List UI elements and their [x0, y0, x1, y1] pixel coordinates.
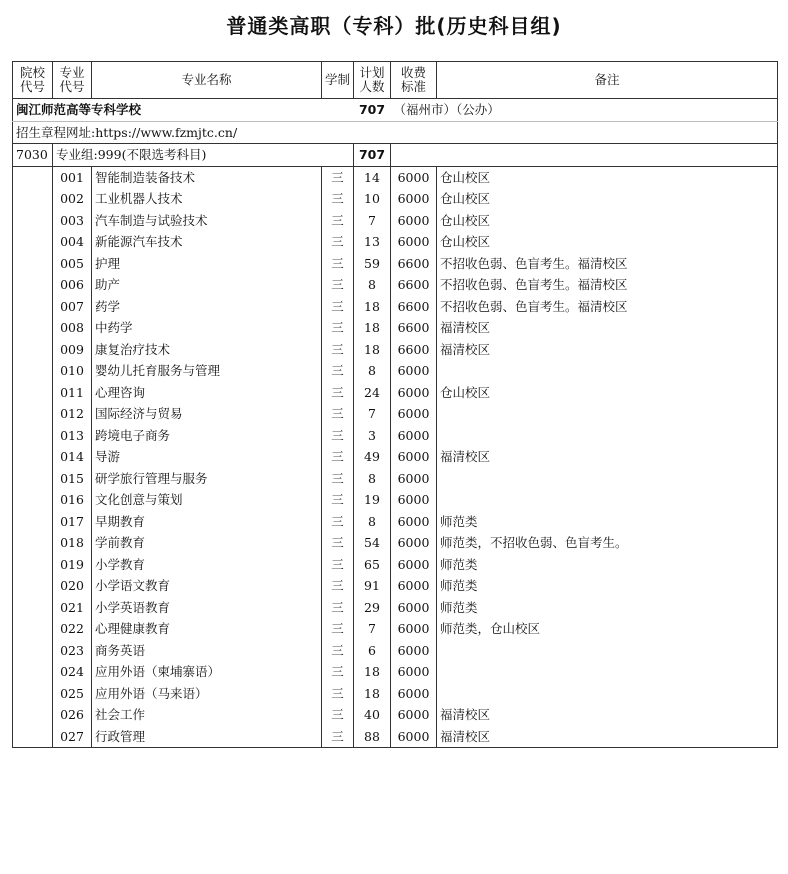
row-major-name: 导游	[92, 446, 322, 468]
row-major-name: 汽车制造与试验技术	[92, 210, 322, 232]
row-major-code: 006	[53, 274, 92, 296]
group-remarks	[391, 144, 778, 167]
row-major-name: 康复治疗技术	[92, 339, 322, 361]
row-duration: 三	[322, 317, 354, 339]
row-major-name: 商务英语	[92, 640, 322, 662]
row-fee: 6600	[391, 274, 437, 296]
row-remarks: 不招收色弱、色盲考生。福清校区	[437, 296, 778, 318]
row-plan: 3	[354, 425, 391, 447]
row-remarks	[437, 360, 778, 382]
admission-plan-table	[12, 61, 778, 748]
row-remarks: 福清校区	[437, 446, 778, 468]
table-row	[13, 575, 778, 597]
row-fee: 6000	[391, 640, 437, 662]
row-plan: 59	[354, 253, 391, 275]
header-plan: 计划 人数	[354, 62, 391, 99]
row-remarks	[437, 403, 778, 425]
school-total: 707	[354, 99, 391, 122]
row-major-code: 023	[53, 640, 92, 662]
row-duration: 三	[322, 403, 354, 425]
row-plan: 8	[354, 360, 391, 382]
row-school-code	[13, 726, 53, 748]
row-school-code	[13, 360, 53, 382]
table-row	[13, 489, 778, 511]
row-school-code	[13, 640, 53, 662]
row-remarks: 师范类	[437, 511, 778, 533]
row-major-name: 护理	[92, 253, 322, 275]
row-duration: 三	[322, 446, 354, 468]
row-fee: 6000	[391, 704, 437, 726]
row-plan: 7	[354, 210, 391, 232]
row-duration: 三	[322, 704, 354, 726]
row-major-code: 027	[53, 726, 92, 748]
row-duration: 三	[322, 489, 354, 511]
row-school-code	[13, 210, 53, 232]
group-row	[13, 144, 778, 167]
row-remarks: 师范类	[437, 575, 778, 597]
row-major-name: 智能制造装备技术	[92, 166, 322, 188]
row-major-code: 026	[53, 704, 92, 726]
row-school-code	[13, 489, 53, 511]
row-duration: 三	[322, 296, 354, 318]
row-major-code: 001	[53, 166, 92, 188]
row-fee: 6000	[391, 425, 437, 447]
row-duration: 三	[322, 683, 354, 705]
row-plan: 29	[354, 597, 391, 619]
row-major-code: 024	[53, 661, 92, 683]
row-plan: 88	[354, 726, 391, 748]
table-row	[13, 188, 778, 210]
header-major-name: 专业名称	[92, 62, 322, 99]
row-major-code: 018	[53, 532, 92, 554]
row-fee: 6000	[391, 382, 437, 404]
row-plan: 8	[354, 274, 391, 296]
row-major-name: 中药学	[92, 317, 322, 339]
table-row	[13, 166, 778, 188]
row-major-name: 小学教育	[92, 554, 322, 576]
header-fee: 收费 标准	[391, 62, 437, 99]
row-duration: 三	[322, 532, 354, 554]
row-fee: 6000	[391, 468, 437, 490]
row-major-name: 心理咨询	[92, 382, 322, 404]
row-major-name: 小学语文教育	[92, 575, 322, 597]
row-major-name: 心理健康教育	[92, 618, 322, 640]
row-remarks: 仓山校区	[437, 231, 778, 253]
row-remarks: 福清校区	[437, 726, 778, 748]
table-row	[13, 253, 778, 275]
row-major-code: 021	[53, 597, 92, 619]
row-plan: 24	[354, 382, 391, 404]
group-total: 707	[354, 144, 391, 167]
row-major-code: 017	[53, 511, 92, 533]
row-duration: 三	[322, 231, 354, 253]
row-fee: 6000	[391, 360, 437, 382]
row-fee: 6000	[391, 231, 437, 253]
row-major-code: 020	[53, 575, 92, 597]
table-row	[13, 597, 778, 619]
row-plan: 7	[354, 403, 391, 425]
table-row	[13, 618, 778, 640]
table-row	[13, 339, 778, 361]
row-plan: 8	[354, 468, 391, 490]
table-row	[13, 403, 778, 425]
row-school-code	[13, 511, 53, 533]
row-fee: 6000	[391, 726, 437, 748]
row-duration: 三	[322, 618, 354, 640]
table-row	[13, 640, 778, 662]
row-fee: 6000	[391, 446, 437, 468]
table-row	[13, 231, 778, 253]
row-school-code	[13, 253, 53, 275]
table-row	[13, 704, 778, 726]
row-duration: 三	[322, 360, 354, 382]
table-header	[13, 62, 778, 99]
table-row	[13, 210, 778, 232]
row-major-name: 社会工作	[92, 704, 322, 726]
header-school-code: 院校 代号	[13, 62, 53, 99]
row-plan: 18	[354, 683, 391, 705]
row-school-code	[13, 554, 53, 576]
row-school-code	[13, 446, 53, 468]
row-remarks	[437, 468, 778, 490]
row-school-code	[13, 382, 53, 404]
table-row	[13, 360, 778, 382]
row-duration: 三	[322, 166, 354, 188]
row-duration: 三	[322, 468, 354, 490]
row-remarks	[437, 661, 778, 683]
table-row	[13, 468, 778, 490]
row-remarks	[437, 489, 778, 511]
school-row	[13, 99, 778, 122]
row-major-code: 007	[53, 296, 92, 318]
row-major-name: 跨境电子商务	[92, 425, 322, 447]
row-major-name: 婴幼儿托育服务与管理	[92, 360, 322, 382]
row-major-code: 011	[53, 382, 92, 404]
row-plan: 6	[354, 640, 391, 662]
school-name: 闽江师范高等专科学校	[13, 99, 354, 122]
group-school-code: 7030	[13, 144, 53, 167]
row-fee: 6000	[391, 166, 437, 188]
row-fee: 6600	[391, 253, 437, 275]
table-row	[13, 317, 778, 339]
row-major-name: 小学英语教育	[92, 597, 322, 619]
row-school-code	[13, 683, 53, 705]
row-duration: 三	[322, 382, 354, 404]
row-remarks: 师范类	[437, 597, 778, 619]
row-major-name: 行政管理	[92, 726, 322, 748]
row-school-code	[13, 468, 53, 490]
row-duration: 三	[322, 597, 354, 619]
row-plan: 18	[354, 661, 391, 683]
row-duration: 三	[322, 274, 354, 296]
school-location: （福州市）（公办）	[391, 99, 778, 122]
row-duration: 三	[322, 575, 354, 597]
row-school-code	[13, 231, 53, 253]
table-row	[13, 511, 778, 533]
row-major-name: 新能源汽车技术	[92, 231, 322, 253]
table-row	[13, 296, 778, 318]
row-school-code	[13, 317, 53, 339]
table-row	[13, 425, 778, 447]
row-plan: 40	[354, 704, 391, 726]
row-plan: 19	[354, 489, 391, 511]
row-duration: 三	[322, 661, 354, 683]
row-remarks: 师范类，仓山校区	[437, 618, 778, 640]
school-website: 招生章程网址:https://www.fzmjtc.cn/	[13, 121, 778, 144]
row-remarks: 福清校区	[437, 704, 778, 726]
row-plan: 49	[354, 446, 391, 468]
row-major-name: 早期教育	[92, 511, 322, 533]
row-major-name: 研学旅行管理与服务	[92, 468, 322, 490]
table-row	[13, 683, 778, 705]
row-major-code: 016	[53, 489, 92, 511]
row-remarks	[437, 640, 778, 662]
page-title: 普通类高职（专科）批(历史科目组)	[226, 14, 562, 38]
row-school-code	[13, 704, 53, 726]
row-plan: 18	[354, 317, 391, 339]
row-plan: 18	[354, 339, 391, 361]
table-row	[13, 382, 778, 404]
row-fee: 6000	[391, 554, 437, 576]
row-major-code: 009	[53, 339, 92, 361]
row-plan: 65	[354, 554, 391, 576]
table-row	[13, 554, 778, 576]
row-major-code: 013	[53, 425, 92, 447]
row-major-code: 010	[53, 360, 92, 382]
row-duration: 三	[322, 339, 354, 361]
table-row	[13, 446, 778, 468]
row-fee: 6600	[391, 317, 437, 339]
header-duration: 学制	[322, 62, 354, 99]
table-row	[13, 661, 778, 683]
row-fee: 6000	[391, 210, 437, 232]
row-school-code	[13, 274, 53, 296]
row-duration: 三	[322, 554, 354, 576]
row-major-name: 工业机器人技术	[92, 188, 322, 210]
row-major-name: 药学	[92, 296, 322, 318]
row-fee: 6000	[391, 597, 437, 619]
row-remarks: 仓山校区	[437, 382, 778, 404]
row-school-code	[13, 618, 53, 640]
row-remarks: 不招收色弱、色盲考生。福清校区	[437, 274, 778, 296]
row-remarks: 师范类	[437, 554, 778, 576]
row-major-name: 文化创意与策划	[92, 489, 322, 511]
row-remarks: 师范类，不招收色弱、色盲考生。	[437, 532, 778, 554]
table-row	[13, 274, 778, 296]
website-row	[13, 121, 778, 144]
table-row	[13, 726, 778, 748]
row-remarks: 不招收色弱、色盲考生。福清校区	[437, 253, 778, 275]
row-plan: 54	[354, 532, 391, 554]
row-plan: 10	[354, 188, 391, 210]
row-fee: 6000	[391, 575, 437, 597]
row-remarks: 福清校区	[437, 339, 778, 361]
row-remarks: 仓山校区	[437, 166, 778, 188]
row-duration: 三	[322, 253, 354, 275]
row-fee: 6600	[391, 339, 437, 361]
row-major-name: 应用外语（马来语）	[92, 683, 322, 705]
row-fee: 6000	[391, 661, 437, 683]
group-label: 专业组:999(不限选考科目)	[53, 144, 354, 167]
row-duration: 三	[322, 425, 354, 447]
header-remarks: 备注	[437, 62, 778, 99]
row-duration: 三	[322, 188, 354, 210]
row-major-code: 015	[53, 468, 92, 490]
row-fee: 6000	[391, 532, 437, 554]
row-major-name: 助产	[92, 274, 322, 296]
row-remarks: 仓山校区	[437, 188, 778, 210]
row-major-code: 003	[53, 210, 92, 232]
table-row	[13, 532, 778, 554]
row-major-name: 应用外语（柬埔寨语）	[92, 661, 322, 683]
row-plan: 18	[354, 296, 391, 318]
header-major-code: 专业 代号	[53, 62, 92, 99]
row-fee: 6000	[391, 403, 437, 425]
row-fee: 6600	[391, 296, 437, 318]
row-school-code	[13, 296, 53, 318]
row-fee: 6000	[391, 683, 437, 705]
row-duration: 三	[322, 726, 354, 748]
row-major-name: 学前教育	[92, 532, 322, 554]
row-remarks	[437, 683, 778, 705]
row-fee: 6000	[391, 618, 437, 640]
row-remarks	[437, 425, 778, 447]
row-remarks: 福清校区	[437, 317, 778, 339]
row-school-code	[13, 661, 53, 683]
row-major-code: 004	[53, 231, 92, 253]
row-duration: 三	[322, 640, 354, 662]
row-major-code: 025	[53, 683, 92, 705]
row-school-code	[13, 425, 53, 447]
row-duration: 三	[322, 210, 354, 232]
row-school-code	[13, 188, 53, 210]
row-major-code: 012	[53, 403, 92, 425]
row-major-code: 002	[53, 188, 92, 210]
row-fee: 6000	[391, 188, 437, 210]
row-plan: 91	[354, 575, 391, 597]
row-school-code	[13, 403, 53, 425]
row-duration: 三	[322, 511, 354, 533]
row-school-code	[13, 597, 53, 619]
row-school-code	[13, 339, 53, 361]
row-fee: 6000	[391, 511, 437, 533]
row-major-code: 005	[53, 253, 92, 275]
row-plan: 8	[354, 511, 391, 533]
row-plan: 7	[354, 618, 391, 640]
row-major-code: 022	[53, 618, 92, 640]
row-school-code	[13, 575, 53, 597]
row-major-code: 014	[53, 446, 92, 468]
row-plan: 14	[354, 166, 391, 188]
row-remarks: 仓山校区	[437, 210, 778, 232]
row-major-code: 019	[53, 554, 92, 576]
row-fee: 6000	[391, 489, 437, 511]
row-major-code: 008	[53, 317, 92, 339]
row-major-name: 国际经济与贸易	[92, 403, 322, 425]
row-school-code	[13, 166, 53, 188]
row-school-code	[13, 532, 53, 554]
row-plan: 13	[354, 231, 391, 253]
